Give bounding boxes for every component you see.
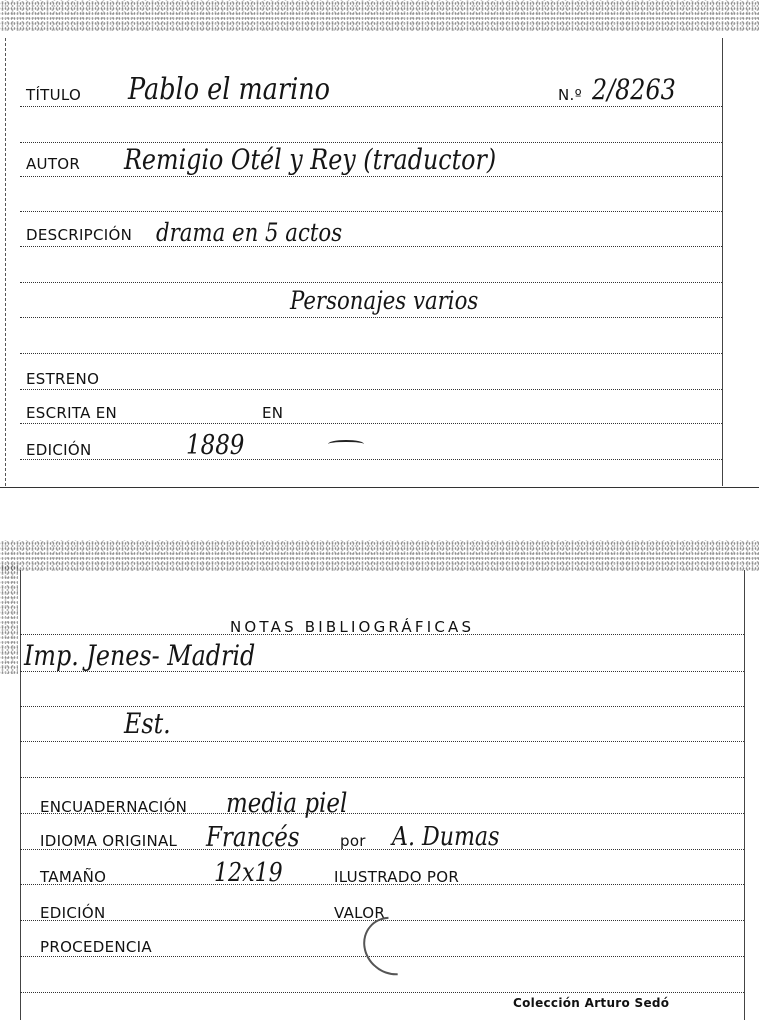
binding-value: media piel bbox=[226, 788, 348, 819]
edition-label: EDICIÓN bbox=[40, 904, 106, 922]
ruled-line bbox=[20, 353, 722, 354]
size-value: 12x19 bbox=[214, 858, 283, 888]
value-label: VALOR bbox=[334, 904, 386, 922]
ruled-line bbox=[20, 211, 722, 212]
ink-mark bbox=[328, 440, 364, 448]
scan-noise bbox=[0, 564, 18, 674]
ruled-line bbox=[20, 992, 744, 993]
notes-heading: NOTAS BIBLIOGRÁFICAS bbox=[230, 618, 475, 636]
scan-noise bbox=[0, 0, 759, 32]
note-printer: Imp. Jenes- Madrid bbox=[24, 639, 256, 672]
number-value: 2/8263 bbox=[592, 73, 676, 106]
ruled-line bbox=[20, 741, 744, 742]
ruled-line bbox=[20, 246, 722, 247]
ruled-line bbox=[20, 282, 722, 283]
ruled-line bbox=[20, 317, 722, 318]
edition-label: EDICIÓN bbox=[26, 441, 92, 459]
catalog-card-bottom bbox=[0, 540, 759, 1028]
ruled-line bbox=[20, 777, 744, 778]
ruled-line bbox=[20, 106, 722, 107]
description-value: drama en 5 actos bbox=[156, 218, 343, 247]
scan-noise bbox=[0, 540, 759, 572]
characters-value: Personajes varios bbox=[290, 286, 479, 315]
provenance-label: PROCEDENCIA bbox=[40, 938, 152, 956]
title-label: TÍTULO bbox=[26, 86, 82, 104]
size-label: TAMAÑO bbox=[40, 868, 107, 886]
binding-label: ENCUADERNACIÓN bbox=[40, 798, 188, 816]
original-language-label: IDIOMA ORIGINAL bbox=[40, 832, 178, 850]
written-en-label: EN bbox=[262, 404, 284, 422]
illustrated-by-label: ILUSTRADO POR bbox=[334, 868, 460, 886]
number-label: N.º bbox=[558, 86, 582, 104]
card-border-left bbox=[20, 570, 21, 1020]
ruled-line bbox=[20, 459, 722, 460]
written-in-label: ESCRITA EN bbox=[26, 404, 118, 422]
card-bottom-edge bbox=[0, 487, 759, 488]
by-label: por bbox=[340, 832, 366, 850]
ruled-line bbox=[20, 423, 722, 424]
edition-value: 1889 bbox=[186, 430, 245, 461]
card-border-left bbox=[5, 38, 6, 486]
ruled-line bbox=[20, 389, 722, 390]
premiere-label: ESTRENO bbox=[26, 370, 100, 388]
original-language-value: Francés bbox=[206, 822, 300, 853]
catalog-card-top bbox=[0, 0, 759, 495]
author-label: AUTOR bbox=[26, 155, 81, 173]
ruled-line bbox=[20, 176, 722, 177]
title-value: Pablo el marino bbox=[128, 72, 331, 107]
ruled-line bbox=[20, 634, 744, 635]
note-status: Est. bbox=[124, 707, 171, 740]
by-value: A. Dumas bbox=[392, 822, 500, 852]
card-border-right bbox=[744, 570, 745, 1020]
collection-footer: Colección Arturo Sedó bbox=[513, 996, 670, 1010]
author-value: Remigio Otél y Rey (traductor) bbox=[124, 143, 497, 176]
card-border-right bbox=[722, 38, 723, 486]
description-label: DESCRIPCIÓN bbox=[26, 226, 133, 244]
